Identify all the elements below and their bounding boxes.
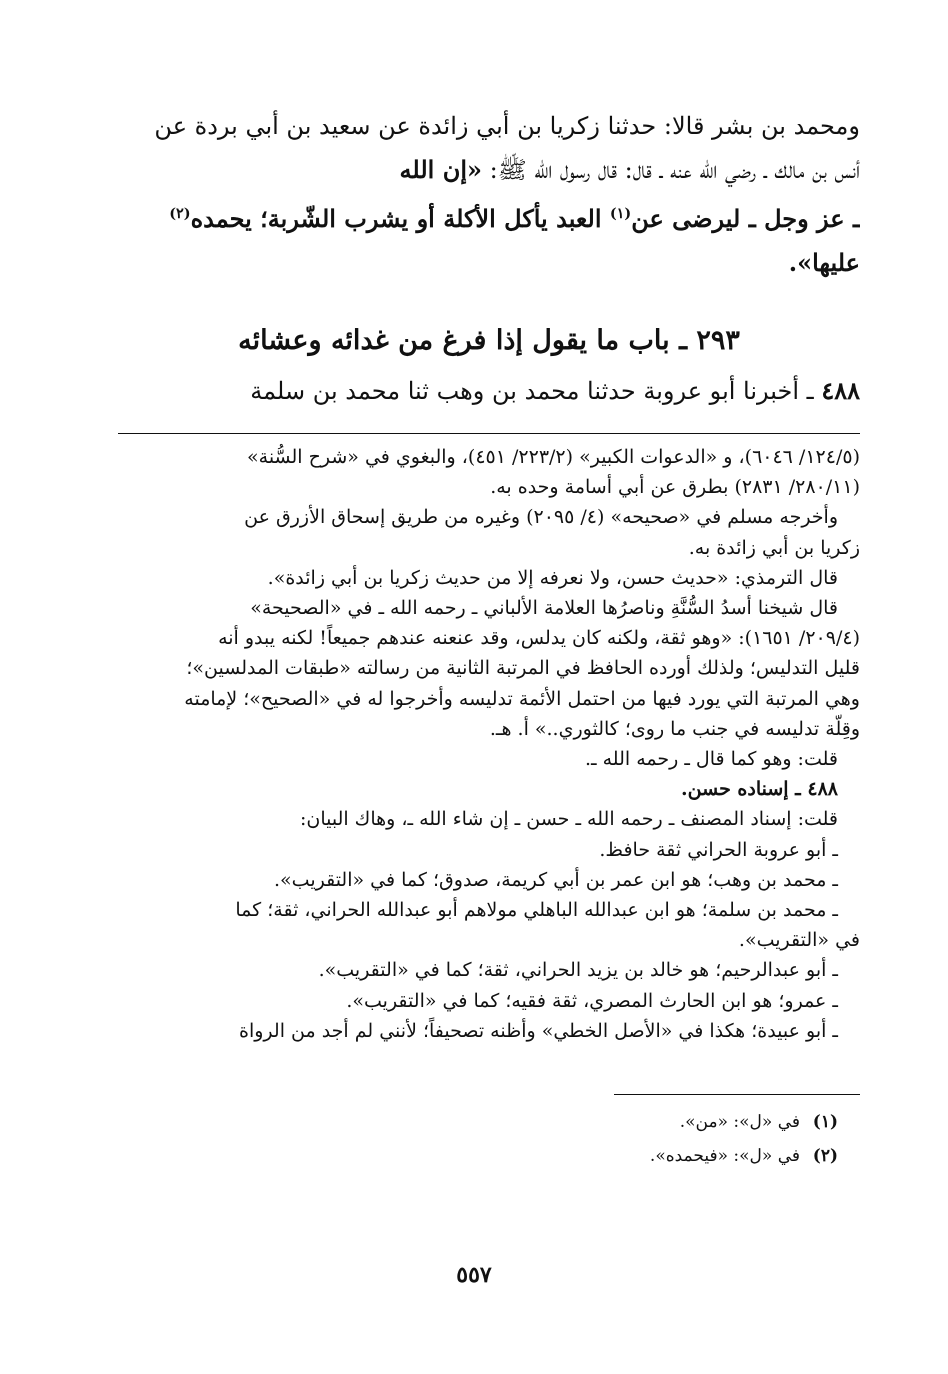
chapter-title: ٢٩٣ ـ باب ما يقول إذا فرغ من غدائه وعشائه bbox=[238, 325, 740, 356]
footnote-number: (١) bbox=[812, 1112, 838, 1133]
hadith-line bbox=[118, 192, 860, 241]
commentary-line: وقِلّة تدليسه في جنب ما روى؛ كالثوري..» أ. هـ. bbox=[489, 717, 860, 740]
footnote-ref[interactable]: (٢) bbox=[169, 205, 191, 222]
quote-text: العبد يأكل الأكلة أو يشرب الشّربة؛ يحمده bbox=[190, 204, 610, 233]
hadith-line-text: أنس بن مالك ـ رضي الله عنه ـ قال: قال رسول الله ﷺ: bbox=[482, 156, 860, 184]
footnotes bbox=[118, 1105, 860, 1173]
commentary-line: قال شيخنا أسدُ السُّنَّةِ وناصرُها العلامة الألباني ـ رحمه الله ـ في «الصحيحة» bbox=[250, 597, 838, 620]
hadith-line: ومحمد بن بشر قالا: حدثنا زكريا بن أبي زائدة عن سعيد بن أبي بردة عن bbox=[154, 112, 860, 140]
footnote-text: في «ل»: «من». bbox=[679, 1112, 800, 1133]
commentary-line: قليل التدليس؛ ولذلك أورده الحافظ في المرتبة الثانية من رسالته «طبقات المدلسين»؛ bbox=[186, 657, 860, 680]
page-body bbox=[118, 104, 860, 1173]
hadith-line bbox=[118, 148, 860, 192]
narrator-line: في «التقريب». bbox=[738, 929, 860, 952]
commentary-line: قلت: إسناد المصنف ـ رحمه الله ـ حسن ـ إن شاء الله ـ، وهاك البيان: bbox=[299, 808, 838, 831]
commentary-heading: ٤٨٨ ـ إسناده حسن. bbox=[681, 778, 838, 801]
commentary-line: (٢٠٩/٤/ ١٦٥١): «وهو ثقة، ولكنه كان يدلس، وقد عنعنه عندهم جميعاً! لكنه يبدو أنه bbox=[218, 627, 860, 650]
hadith-488-text: ـ أخبرنا أبو عروبة حدثنا محمد بن وهب ثنا محمد بن سلمة bbox=[250, 377, 822, 405]
commentary-line: وهي المرتبة التي يورد فيها من احتمل الأئمة تدليسه وأخرجوا له في «الصحيح»؛ لإمامته bbox=[184, 687, 860, 710]
commentary-line: زكريا بن أبي زائدة به. bbox=[688, 536, 860, 559]
footnote bbox=[118, 1105, 860, 1139]
main-divider bbox=[118, 433, 860, 434]
commentary-line: وأخرجه مسلم في «صحيحه» (٤/ ٢٠٩٥) وغيره من طريق إسحاق الأزرق عن bbox=[244, 506, 838, 529]
footnote bbox=[118, 1139, 860, 1173]
footnote-ref[interactable]: (١) bbox=[609, 205, 632, 222]
narrator-line: ـ أبو عبدالرحيم؛ هو خالد بن يزيد الحراني، ثقة؛ كما في «التقريب». bbox=[318, 959, 838, 982]
narrator-line: ـ عمرو؛ هو ابن الحارث المصري، ثقة فقيه؛ كما في «التقريب». bbox=[346, 989, 838, 1012]
footnote-text: في «ل»: «فيحمده». bbox=[649, 1146, 800, 1167]
commentary-line: (٢٨٠/١١/ ٢٨٣١) بطرق عن أبي أسامة وحده به. bbox=[490, 476, 860, 499]
narrator-line: ـ أبو عروبة الحراني ثقة حافظ. bbox=[599, 838, 838, 861]
narrator-line: ـ أبو عبيدة؛ هكذا في «الأصل الخطي» وأظنه تصحيفاً؛ لأنني لم أجد من الرواة bbox=[239, 1019, 838, 1042]
narrator-line: ـ محمد بن وهب؛ هو ابن عمر بن أبي كريمة، صدوق؛ كما في «التقريب». bbox=[274, 868, 838, 891]
hadith-488 bbox=[118, 369, 860, 413]
commentary-line: (١٢٤/٥/ ٦٠٤٦)، و «الدعوات الكبير» (٢٢٣/٢/ ٤٥١)، والبغوي في «شرح السُّنة» bbox=[247, 446, 860, 468]
hadith-text bbox=[118, 104, 860, 285]
footnote-number: (٢) bbox=[812, 1146, 838, 1167]
hadith-number: ٤٨٨ bbox=[821, 376, 860, 405]
narrator-line: ـ محمد بن سلمة؛ هو ابن عبدالله الباهلي مولاهم أبو عبدالله الحراني، ثقة؛ كما bbox=[235, 899, 838, 922]
commentary-line: قلت: وهو كما قال ـ رحمه الله ـ. bbox=[584, 748, 838, 771]
page-number: ٥٥٧ bbox=[456, 1262, 492, 1288]
hadith-line: عليها». bbox=[788, 248, 860, 277]
commentary bbox=[118, 442, 860, 1046]
prophetic-quote-start: «إن الله bbox=[399, 155, 482, 184]
quote-text: ـ عز وجل ـ ليرضى عن bbox=[631, 204, 860, 233]
footnote-divider bbox=[614, 1094, 860, 1095]
commentary-line: قال الترمذي: «حديث حسن، ولا نعرفه إلا من حديث زكريا بن أبي زائدة». bbox=[267, 566, 838, 589]
